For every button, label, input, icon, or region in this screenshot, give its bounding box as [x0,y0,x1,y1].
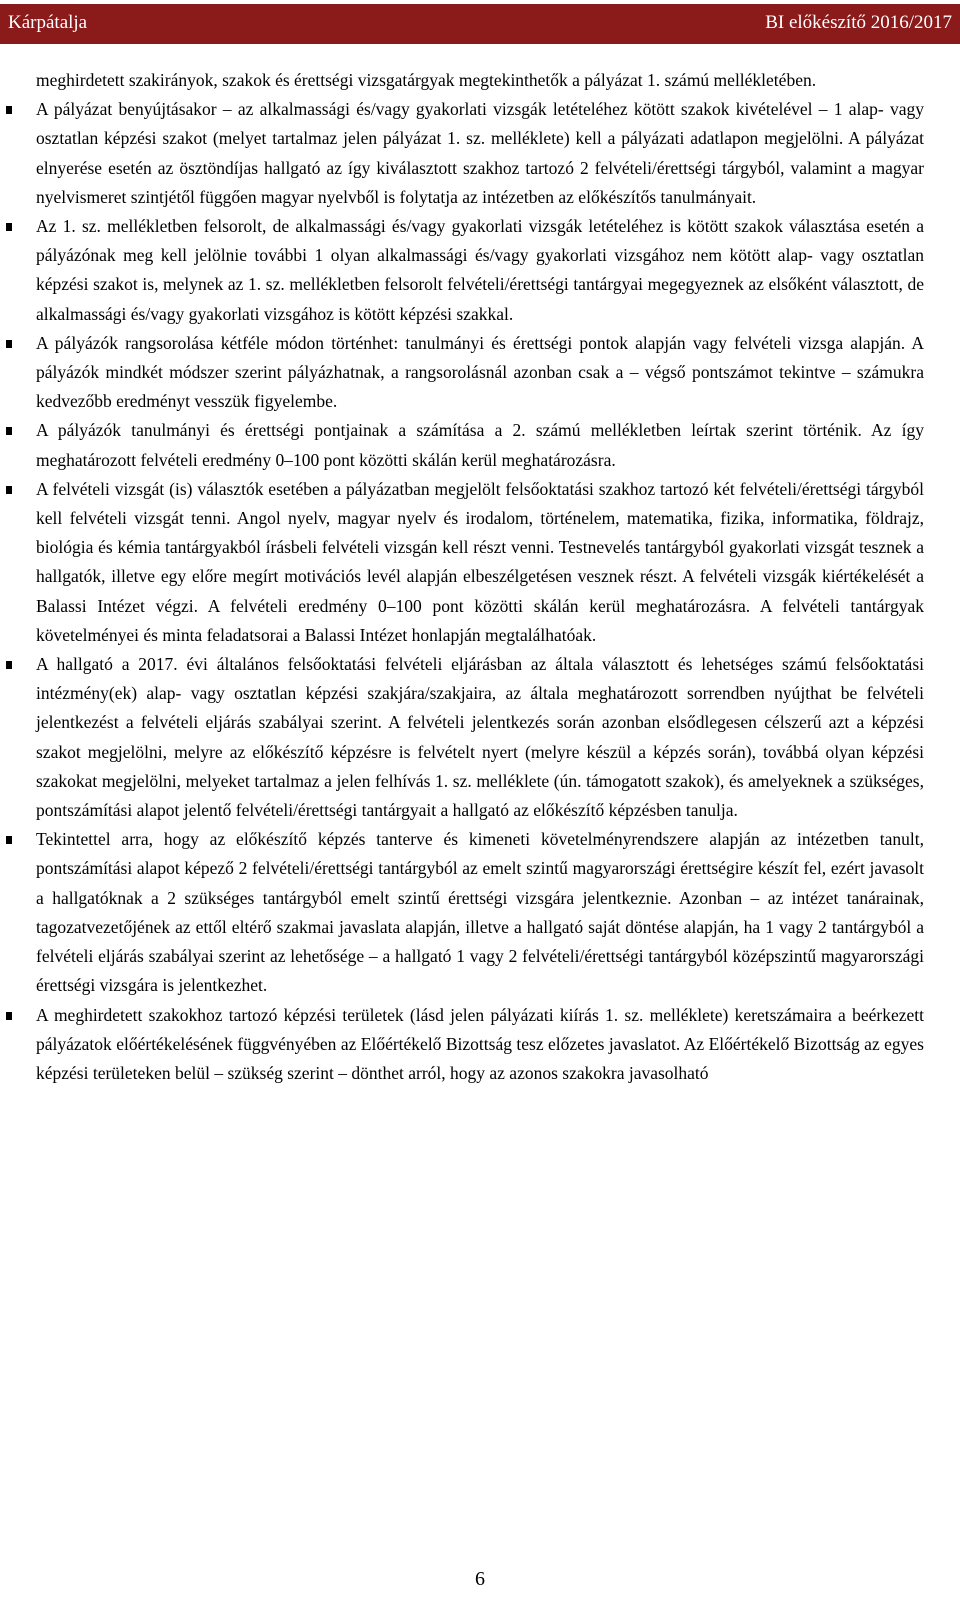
list-item [36,95,924,212]
list-item-text: Tekintettel arra, hogy az előkészítő képzés tanterve és kimeneti követelményrendszere alapján az intézetben tanult, pontszámítási alapot képező 2 felvételi/érettségi tantárgyból az emelt szintű magyarországi érettségire készít fel, ezért javasolt a hallgatóknak a 2 szükséges tantárgyból emelt szintű érettségi vizsgára jelentkeznie. Azonban – az intézet tanárainak, tagozatvezetőjének az ettől eltérő szakmai javaslata alapján, illetve a hallgató saját döntése alapján, ha 1 vagy 2 tantárgyból a felvételi eljárás szabályai szerint az lehetősége – a hallgató 1 vagy 2 felvételi/érettségi tantárgyból középszintű magyarországi érettségi vizsgára is jelentkezhet. [36,829,924,996]
list-item-text: A pályázók tanulmányi és érettségi pontjainak a számítása a 2. számú mellékletben leírtak szerint történik. Az így meghatározott felvételi eredmény 0–100 pont közötti skálán kerül meghatározásra. [36,420,924,470]
page-number: 6 [475,1568,485,1590]
list-item-text: A felvételi vizsgát (is) választók esetében a pályázatban megjelölt felsőoktatási szakhoz tartozó két felvételi/érettségi tárgyból kell felvételi vizsgát tenni. Angol nyelv, magyar nyelv és irodalom, történelem, matematika, fizika, informatika, földrajz, biológia és kémia tantárgyakból írásbeli felvételi vizsgán kell részt venni. Testnevelés tantárgyból gyakorlati vizsgát tesznek a hallgatók, illetve egy előre megírt motivációs levél alapján elbeszélgetésen vesznek részt. A felvételi vizsgák kiértékelését a Balassi Intézet végzi. A felvételi eredmény 0–100 pont közötti skálán kerül meghatározásra. A felvételi tantárgyak követelményei és minta feladatsorai a Balassi Intézet honlapján megtalálhatóak. [36,478,924,645]
list-item-text: A pályázat benyújtásakor – az alkalmassági és/vagy gyakorlati vizsgák letételéhez kötött szakok kivételével – 1 alap- vagy osztatlan képzési szakot (melyet tartalmaz jelen pályázat 1. sz. melléklete) kell a pályázati adatlapon megjelölni. A pályázat elnyerése esetén az ösztöndíjas hallgató az így kiválasztott szakhoz tartozó 2 felvételi/érettségi tárgyból, valamint a magyar nyelvismeret szintjétől függően magyar nyelvből is folytatja az intézetben az előkészítős tanulmányait. [36,99,924,207]
list-item [36,416,924,474]
header-right-title: BI előkészítő 2016/2017 [765,12,952,33]
intro-paragraph: meghirdetett szakirányok, szakok és érettségi vizsgatárgyak megtekinthetők a pályázat 1. számú mellékletében. [36,70,817,90]
bullet-icon [6,340,12,348]
list-item [36,650,924,825]
list-item [36,1001,924,1089]
bullet-icon [6,836,12,844]
list-item [36,212,924,329]
list-item [36,825,924,1000]
bullet-icon [6,486,12,494]
bullet-icon [6,427,12,435]
list-item [36,329,924,417]
bullet-icon [6,223,12,231]
document-body [36,66,924,1088]
list-item [36,475,924,650]
list-item-text: A hallgató a 2017. évi általános felsőoktatási felvételi eljárásban az általa választott és lehetséges számú felsőoktatási intézmény(ek) alap- vagy osztatlan képzési szakjára/szakjaira, az általa meghatározott sorrendben nyújthat be felvételi jelentkezést a felvételi eljárás szabályai szerint. A felvételi jelentkezés során azonban elsődlegesen célszerű azt a képzési szakot megjelölni, melyre az előkészítő képzésre is felvételt nyert (melyre készül a képzés során), továbbá olyan képzési szakokat megjelölni, melyeket tartalmaz a jelen felhívás 1. sz. melléklete (ún. támogatott szakok), és amelyeknek a szükséges, pontszámítási alapot jelentő felvételi/érettségi tantárgyait a hallgató az előkészítő képzésben tanulja. [36,654,924,821]
list-item-text: A meghirdetett szakokhoz tartozó képzési területek (lásd jelen pályázati kiírás 1. sz. melléklete) keretszámaira a beérkezett pályázatok előértékelésének függvényében az Előértékelő Bizottság tesz előzetes javaslatot. Az Előértékelő Bizottság az egyes képzési területeken belül – szükség szerint – dönthet arról, hogy az azonos szakokra javasolható [36,1004,924,1083]
bullet-icon [6,106,12,114]
page-header [0,4,960,44]
list-item-text: A pályázók rangsorolása kétféle módon történhet: tanulmányi és érettségi pontok alapján vagy felvételi vizsga alapján. A pályázók mindkét módszer szerint pályázhatnak, a rangsorolásnál azonban csak a – végső pontszámot tekintve – számukra kedvezőbb eredményt vesszük figyelembe. [36,332,924,412]
list-item-text: Az 1. sz. mellékletben felsorolt, de alkalmassági és/vagy gyakorlati vizsgák letételéhez is kötött szakok választása esetén a pályázónak meg kell jelölnie további 1 olyan alkalmassági és/vagy gyakorlati vizsgához nem kötött alap- vagy osztatlan képzési szakot is, melynek az 1. sz. mellékletben felsorolt felvételi/érettségi tantárgyai megegyeznek az elsőként választott, de alkalmassági és/vagy gyakorlati vizsgához is kötött képzési szakkal. [36,216,924,324]
bullet-icon [6,661,12,669]
bullet-icon [6,1012,12,1020]
header-left-title: Kárpátalja [8,12,88,33]
